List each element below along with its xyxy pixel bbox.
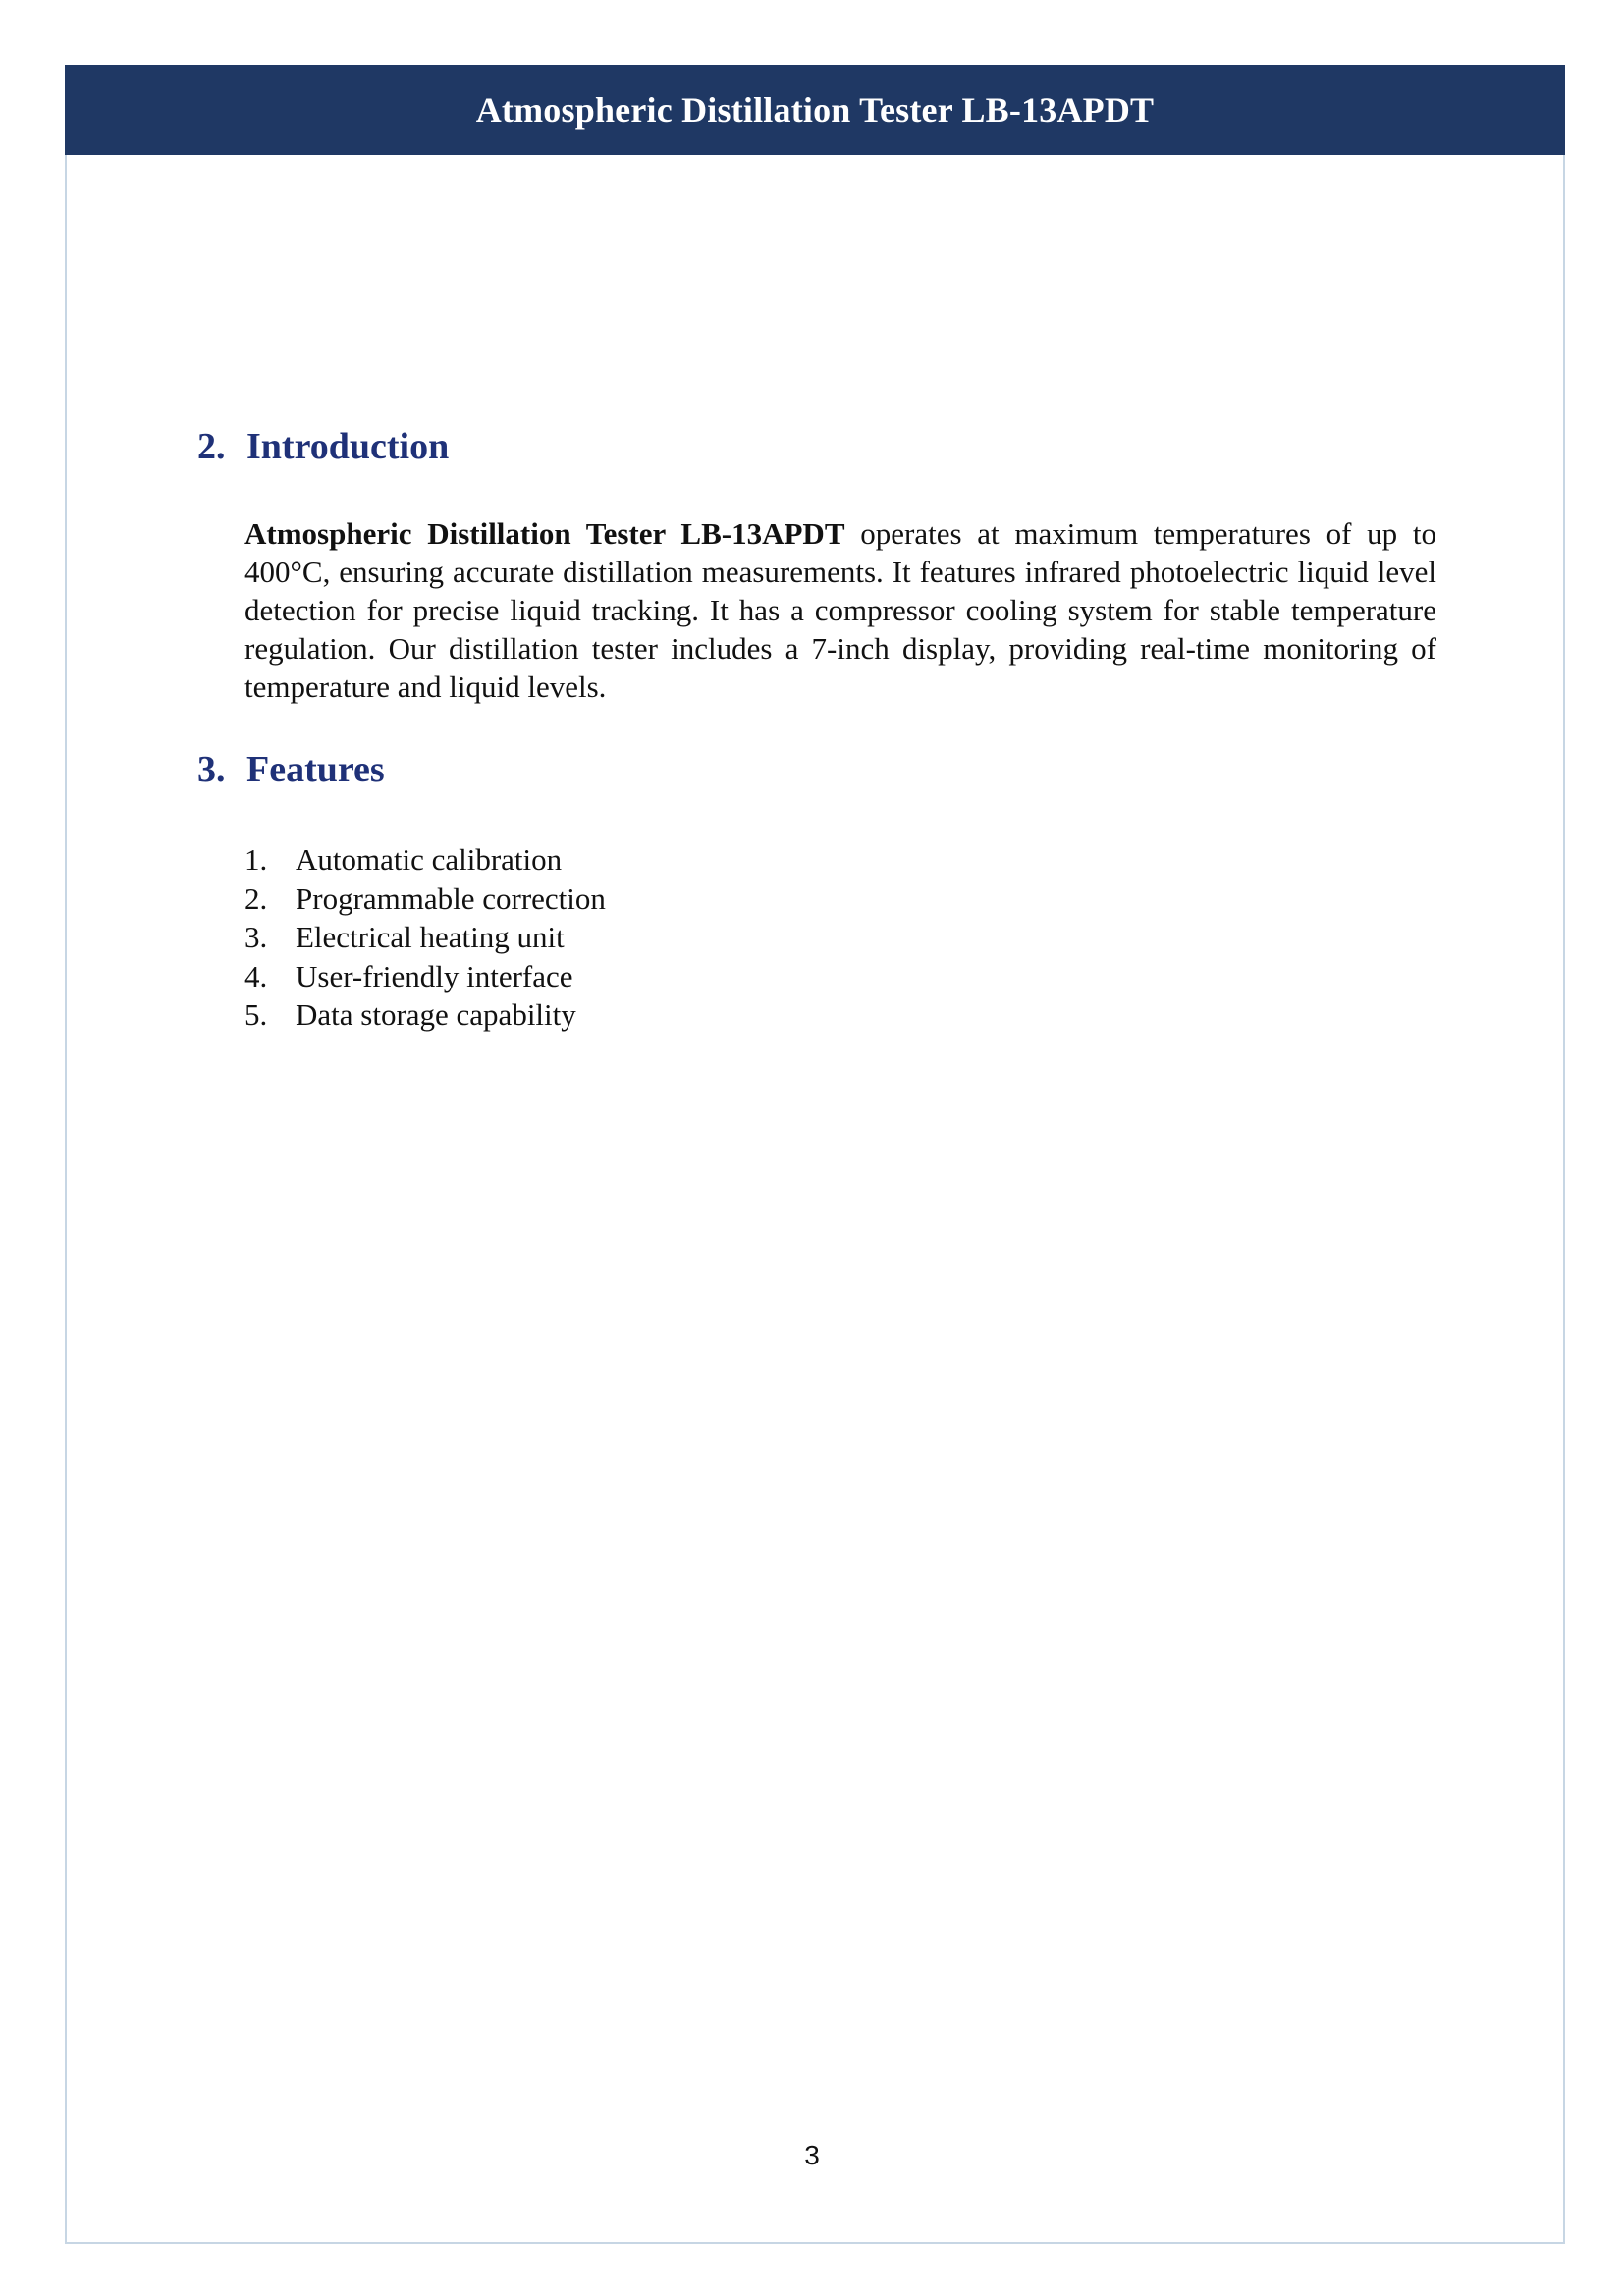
list-item-number: 5.: [244, 997, 268, 1032]
page-frame: [65, 65, 1565, 2244]
introduction-lead: Atmospheric Distillation Tester LB-13APDT: [244, 516, 845, 551]
list-item-text: Electrical heating unit: [296, 920, 565, 954]
section-heading-features: [197, 748, 385, 791]
list-item: [244, 957, 606, 996]
section-title: Introduction: [246, 426, 450, 467]
list-item-text: Automatic calibration: [296, 842, 563, 877]
list-item: [244, 840, 606, 880]
list-item: [244, 995, 606, 1035]
list-item-number: 1.: [244, 842, 268, 877]
list-item-number: 4.: [244, 958, 268, 993]
section-heading-introduction: [197, 425, 449, 468]
feature-list: [244, 840, 606, 1035]
list-item-number: 2.: [244, 881, 268, 916]
header-bar: [65, 65, 1565, 155]
section-title: Features: [246, 749, 385, 790]
list-item-number: 3.: [244, 920, 268, 954]
list-item: [244, 918, 606, 957]
introduction-paragraph: [244, 514, 1436, 706]
section-number: 3.: [197, 749, 226, 790]
introduction-body: operates at maximum temperatures of up to 400°C, ensuring accurate distillation measurements. It features infrared photoelectric liquid level detection for precise liquid tracking. It has a compressor cooling system for stable temperature regulation. Our distillation tester includes a 7-inch display, providing real-time monitoring of temperature and liquid levels.: [244, 516, 1437, 704]
section-number: 2.: [197, 426, 226, 467]
page-number: 3: [804, 2140, 820, 2170]
list-item-text: User-friendly interface: [296, 958, 573, 993]
list-item: [244, 880, 606, 919]
list-item-text: Programmable correction: [296, 881, 606, 916]
header-title: Atmospheric Distillation Tester LB-13APDT: [475, 90, 1155, 130]
list-item-text: Data storage capability: [296, 997, 576, 1032]
